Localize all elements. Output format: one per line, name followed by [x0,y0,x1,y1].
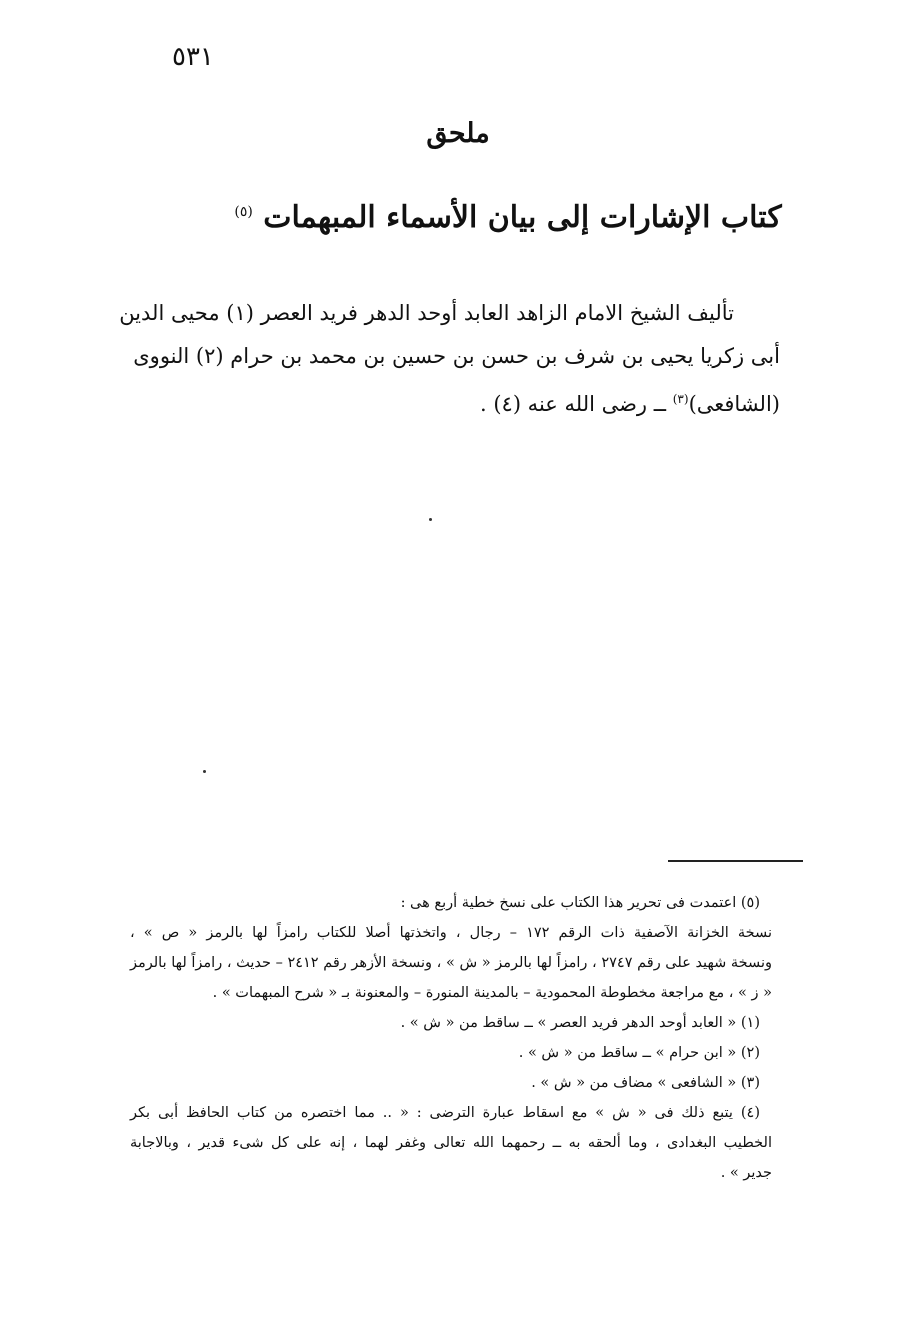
footnote-3: (٣) « الشافعى » مضاف من « ش » . [531,1075,760,1091]
intro-footnote-mark-3: (٣) [672,392,689,406]
intro-line-1: تأليف الشيخ الامام الزاهد العابد أوحد الدهر فريد العصر (١) محيى الدين [119,301,734,325]
book-title-text: كتاب الإشارات إلى بيان الأسماء المبهمات [263,200,782,235]
footnote-4-line-3: جدير » . [720,1165,772,1181]
footnote-2: (٢) « ابن حرام » ــ ساقط من « ش » . [518,1045,760,1061]
section-label: ملحق [426,118,490,149]
intro-line-3-start: (الشافعى) [688,392,780,416]
footnote-4-line-2: الخطيب البغدادى ، وما ألحقه به ــ رحمهما الله تعالى وغفر لهما ، إنه على كل شىء قدير ، وبالاجابة [130,1135,772,1151]
title-footnote-mark: (٥) [234,204,253,220]
intro-line-2: أبى زكريا يحيى بن شرف بن حسن بن حسين بن محمد بن حرام (٢) النووى [133,344,780,368]
intro-line-3 [135,378,780,426]
footnote-4-line-1: (٤) يتبع ذلك فى « ش » مع اسقاط عبارة الترضى : « .. مما اختصره من كتاب الحافظ أبى بكر [130,1105,760,1121]
footnote-star-line-1: (٥) اعتمدت فى تحرير هذا الكتاب على نسخ خطية أربع هى : [400,895,760,911]
footnote-star-line-2: نسخة الخزانة الآصفية ذات الرقم ١٧٢ – رجال ، واتخذتها أصلا للكتاب رامزاً لها بالرمز « ص » ، [130,925,772,941]
footnote-1: (١) « العابد أوحد الدهر فريد العصر » ــ ساقط من « ش » . [400,1015,760,1031]
stray-mark [429,518,432,521]
intro-paragraph [119,292,780,426]
footnote-star-line-4: « ز » ، مع مراجعة مخطوطة المحمودية – بالمدينة المنورة – والمعنونة بـ « شرح المبهمات » . [212,985,772,1001]
footnotes [130,888,772,1188]
intro-line-3-end: ــ رضى الله عنه (٤) . [479,392,673,416]
book-title [0,200,916,235]
stray-mark [203,770,206,773]
page-number: ٥٣١ [172,42,214,72]
footnote-star-line-3: ونسخة شهيد على رقم ٢٧٤٧ ، رامزاً لها بالرمز « ش » ، ونسخة الأزهر رقم ٢٤١٢ – حديث ، رامزاً لها بالرمز [130,955,772,971]
footnote-separator [668,860,803,862]
